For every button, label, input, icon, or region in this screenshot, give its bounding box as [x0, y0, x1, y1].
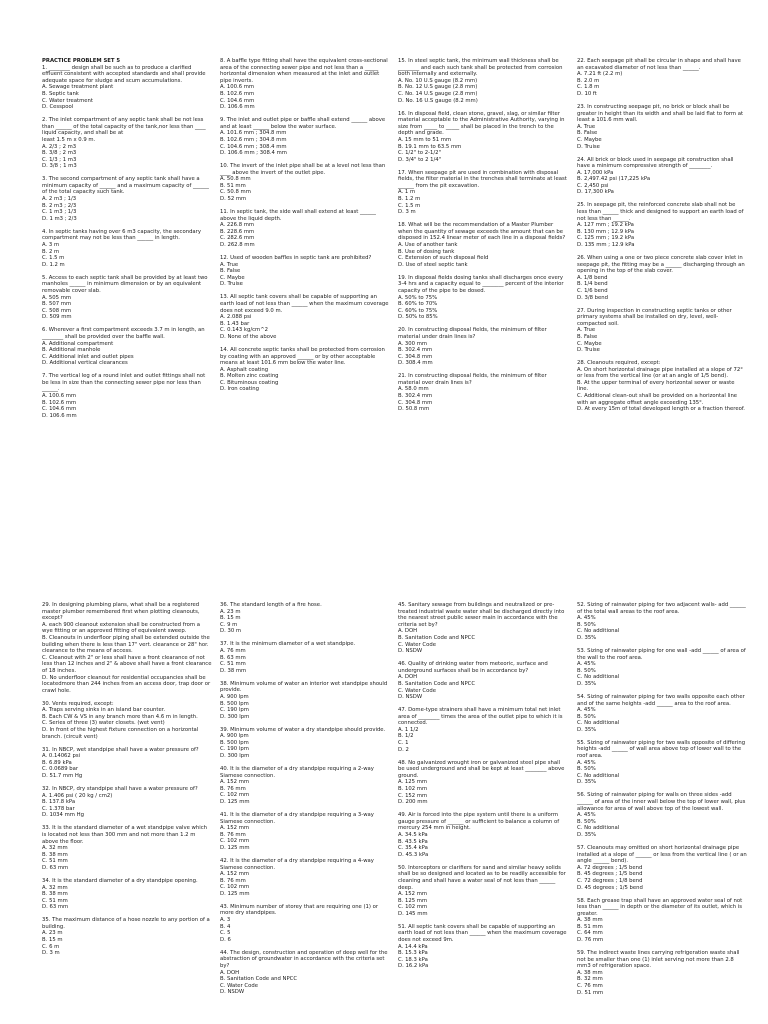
question: 54. Sizing of rainwater piping for two walls opposite each other and of the same heights -add ______ area to the roof area. A. 45% B. 50% C. No additional D. 35% [577, 693, 745, 733]
column-4 [577, 58, 747, 419]
page-bottom [0, 512, 768, 1024]
question: 15. In steel septic tank, the minimum wall thickness shall be ________ and each such tank shall be protected from corrosion both internally and externally. A. No. 10 U.S gauge (8.2 mm) B. No. 12 U.S gauge (2.8 mm) C. No. 14 U.S gauge (2.8 mm) D. No. 16 U.S gauge (8.2 mm) [398, 58, 563, 104]
question: 48. No galvanized wrought iron or galvanized steel pipe shall be used underground and shall be kept at least ________ above ground. A. 125 mm B. 102 mm C. 152 mm D. 200 mm [398, 759, 565, 806]
question: 13. All septic tank covers shall be capable of supporting an earth load of not less than ______ when the maximum coverage does not exceed 9.0 m. A. 2.088 psi B. 1.43 bar C. 0.143 kg/cm^2 D. None of the above [220, 294, 389, 340]
question: 22. Each seepage pit shall be circular in shape and shall have an excavated diameter of not less than ______. A. 7.21 ft (2.2 m) B. 2.0 m C. 1.8 m D. 10 ft [577, 58, 741, 97]
question: 12. Used of wooden baffles in septic tank are prohibited? A. True B. False C. Maybe D. Truise [220, 255, 372, 288]
question: 8. A baffle type fitting shall have the equivalent cross-sectional area of the connecting sewer pipe and not less than a _____ horizontal dimension when measured at the inlet and outlet pipe inverts. A. 100.6 mm B. 102.6 mm C. 104.6 mm D. 106.6 mm [220, 58, 388, 111]
column-6 [220, 602, 390, 1002]
column-4-questions [577, 58, 747, 413]
question: 55. Sizing of rainwater piping for two walls opposite of differing heights -add ______ of wall area above top of lower wall to the roof area. A. 45% B. 50% C. No additional D. 35% [577, 739, 746, 786]
question: 21. In constructing disposal fields, the minimum of filter material over drain lines is? A. 58.0 mm B. 302.4 mm C. 304.8 mm D. 50.8 mm [398, 373, 547, 413]
question: 34. It is the standard diameter of a dry standpipe opening. A. 32 mm B. 38 mm C. 51 mm D. 63 mm [42, 877, 198, 911]
question: 49. Air is forced into the pipe system until there is a uniform gauge pressure of ______ or sufficient to balance a column of mercury 254 mm in height. A. 34.5 kPa B. 43.5 kPa C. 35.4 kPa D. 45.3 kPa [398, 812, 560, 858]
question: 20. In constructing disposal fields, the minimum of filter material under drain lines is? A. 300 mm B. 302.4 mm C. 304.8 mm D. 308.4 mm [398, 327, 547, 367]
question: 23. In constructing seepage pit, no brick or block shall be greater in height than its width and shall be laid flat to form at least a 101.6 mm wall. A. True B. False C. Maybe D. Truise [577, 103, 744, 150]
question: 53. Sizing of rainwater piping for one wall -add ______ of area of the wall to the roof area. A. 45% B. 50% C. No additional D. 35% [577, 647, 746, 687]
question: 59. The indirect waste lines carrying refrigeration waste shall not be smaller than one (1) inlet serving not more than 2.8 mm3 of refrigeration space. A. 38 mm B. 32 mm C. 76 mm D. 51 mm [577, 950, 740, 996]
question: 58. Each grease trap shall have an approved water seal of not less than ______ in depth or the diameter of its outlet, which is greater. A. 38 mm B. 51 mm C. 64 mm D. 76 mm [577, 897, 743, 944]
question: 27. During inspection in constructing septic tanks or other primary systems shall be installed on dry, level, well-compacted soil. A. True B. False C. Maybe D. Truise [577, 307, 732, 354]
column-2-questions [220, 58, 390, 393]
question: 45. Sanitary sewage from buildings and neutralized or pre-treated industrial waste water shall be discharged directly into the nearest street public sewer main in accordance with the criteria set by? A. DOH B. Sanitation Code and NPCC C. Water Code D. NSDW [398, 602, 565, 655]
column-7-questions [398, 602, 568, 970]
question: 25. In seepage pit, the reinforced concrete slab shall not be less than ______ thick and designed to support an earth load of not less than ______. A. 127 mm ; 19.2 kPa B. 130 mm ; 12.9 kPa C. 125 mm ; 19.2 kPa D. 135 mm ; 12.9 kPa [577, 202, 744, 249]
question: 44. The design, construction and operation of deep well for the abstraction of groundwater in accordance with the criteria set by? A. DOH B. Sanitation Code and NPCC C. Water Code D. NSDW [220, 949, 388, 996]
question: 5. Access to each septic tank shall be provided by at least two manholes ______ in minimum dimension or by an equivalent removable cover slab. A. 505 mm B. 507 mm C. 508 mm D. 509 mm [42, 274, 208, 321]
question: 24. All brick or block used in seepage pit construction shall have a minimum compressive strength of ________. A. 17,000 kPa B. 2,497.42 psi (17,225 kPa C. 2,450 psi D. 17,300 kPa [577, 156, 734, 196]
question: 26. When using a one or two piece concrete slab cover inlet in seepage pit, the fitting may be a ______ discharging through an opening in the top of the slab cover. A. 1/8 bend B. 1/4 bend C. 1/6 bend D. 3/8 bend [577, 255, 745, 301]
question: 18. What will be the recommendation of a Master Plumber when the quantity of sewage exceeds the amount that can be disposed in 152.4 linear meter of each line in a disposal fields? A. Use of another tank B. Use of dosing tank C. Extension of such disposal field D. Use of steel septic tank [398, 222, 566, 268]
question: 14. All concrete septic tanks shall be protected from corrosion by coating with an approved ______ or by other acceptable means at least 101.6 mm below the water line. A. Asphalt coating B. Molten zinc coating C. Bituminous coating D. Iron coating [220, 346, 385, 393]
question: 37. It is the minimum diameter of a wet standpipe. A. 76 mm B. 63 mm C. 51 mm D. 38 mm [220, 641, 356, 674]
question: 4. In septic tanks having over 6 m3 capacity, the secondary compartment may not be less than ______ in length. A. 3 m B. 2 m C. 1.5 m D. 1.2 m [42, 228, 201, 268]
question: 11. In septic tank, the side wall shall extend at least ______ above the liquid depth. A. 226.8 mm B. 228.6 mm C. 282.6 mm D. 262.8 mm [220, 209, 376, 249]
question: 19. In disposal fields dosing tanks shall discharges once every 3-4 hrs and a capacity equal to ________ percent of the interior capacity of the pipe to be dosed. A. 50% to 75% B. 60% to 70% C. 60% to 75% D. 50% to 85% [398, 274, 564, 321]
column-1-questions [42, 65, 212, 420]
question: 6. Wherever a first compartment exceeds 3.7 m in length, an ________ shall be provided over the baffle wall. A. Additional compartment B. Additional manhole C. Additional inlet and outlet pipes D. Additional vertical clearances [42, 327, 205, 367]
question: 43. Minimum number of storey that are requiring one (1) or more dry standpipes. A. 3 B. 4 C. 5 D. 6 [220, 903, 379, 943]
question: 52. Sizing of rainwater piping for two adjacent walls- add ______ of the total wall areas to the roof area. A. 45% B. 50% C. No additional D. 35% [577, 602, 746, 641]
question: 32. In NBCP, dry standpipe shall have a water pressure of? A. 1.406 psi ( 20 kg / cm2) B. 137.8 kPa C. 1.378 bar D. 1034 mm Hg [42, 786, 198, 819]
column-5-questions [42, 602, 212, 957]
column-3-questions [398, 58, 568, 413]
question: 33. It is the standard diameter of a wet standpipe valve which is located not less than 300 mm and not more than 1.2 m above the floor. A. 32 mm B. 38 mm C. 51 mm D. 63 mm [42, 825, 207, 871]
column-7 [398, 602, 568, 976]
column-3 [398, 58, 568, 419]
question: 29. In designing plumbing plans, what shall be a registered master plumber remembered first when plotting cleanouts, except? A. each 900 cleanout extension shall be constructed from a wye fitting or an approved fitting of equivalent sweep. B. Cleanouts in underfloor piping shall be extended outside the building when there is less than 17" vert. clearance or 28" hor. clearance to the means of access. C. Cleanout with 2" or less shall have a front clearance of not less than 12 inches and 2" & above shall have a front clearance of 18 inches. D. No underfloor cleanout for residential occupancies shall be locatedmore than 244 inches from an access door, trap door or crawl hole. [42, 602, 212, 694]
question: 50. Interceptors or clarifiers for sand and similar heavy solids shall be so designed and located as to be readily accessible for cleaning and shall have a water seal of not less than ______ deep. A. 152 mm B. 125 mm C. 102 mm D. 145 mm [398, 864, 566, 917]
column-5 [42, 602, 212, 963]
question: 36. The standard length of a fire hose. A. 23 m B. 15 m C. 9 m D. 30 m [220, 602, 322, 635]
question: 39. Minimum volume of water a dry standpipe should provide. A. 900 lpm B. 500 lpm C. 190 lpm D. 300 lpm [220, 726, 386, 760]
question: 41. It is the diameter of a dry standpipe requiring a 3-way Siamese connection. A. 152 mm B. 76 mm C. 102 mm D. 125 mm [220, 811, 374, 851]
question: 16. In disposal field, clean stone, gravel, slag, or similar filter material acceptable to the Administrative Authority, varying in size from _____ to _____ shall be placed in the trench to the depth and grade. A. 15 mm to 51 mm B. 19.1 mm to 63.5 mm C. 1/2" to 2-1/2" D. 3/4" to 2 1/4" [398, 110, 565, 163]
question: 30. Vents required, except: A. Traps serving sinks in an island bar counter. B. Each CW & VS in any branch more than 4.6 m in length. C. Series of three (3) water closets. (wet vent) D. In front of the highest fixture connection on a horizontal branch. (circuit vent) [42, 700, 199, 740]
question: 2. The inlet compartment of any septic tank shall be not less than ______ of the total capacity of the tank,nor less than ____ liquid capacity, and shall be at least 1.5 m x 0.9 m. A. 2/3 ; 2 m3 B. 3/8 ; 2 m3 C. 1/3 ; 1 m3 D. 3/8 ; 1 m3 [42, 117, 206, 170]
column-8 [577, 602, 747, 1003]
column-2 [220, 58, 390, 399]
question: 40. It is the diameter of a dry standpipe requiring a 2-way Siamese connection. A. 152 mm B. 76 mm C. 102 mm D. 125 mm [220, 766, 374, 805]
question: 17. When seepage pit are used in combination with disposal fields, the filter material in the trenches shall terminate at least ______ from the pit excavation. A. 1 m B. 1.2 m C. 1.5 m D. 3 m [398, 169, 567, 216]
question: 35. The maximum distance of a hose nozzle to any portion of a building. A. 23 m B. 15 m C. 6 m D. 3 m [42, 917, 210, 957]
question: 51. All septic tank covers shall be capable of supporting an earth load of not less than ______ when the maximum coverage does not exceed 9m. A. 14.4 kPa B. 15.3 kPa C. 18.3 kPa D. 16.2 kPa [398, 923, 567, 970]
question: 10. The invert of the inlet pipe shall be at a level not less than ____ above the invert of the outlet pipe. A. 50.8 mm B. 51 mm C. 50.8 mm D. 52 mm [220, 163, 386, 203]
column-1 [42, 58, 212, 426]
column-6-questions [220, 602, 390, 996]
question: 28. Cleanouts required, except: A. On short horizontal drainage pipe installed at a slope of 72° or less from the vertical line (or at an angle of 1/5 bend). B. At the upper terminal of every horizontal sewer or waste line. C. Additional clean-out shall be provided on a horizontal line with an aggregate offset angle exceeding 135°. D. At every 15m of total developed length or a fraction thereof. [577, 360, 745, 413]
column-8-questions [577, 602, 747, 996]
question: 46. Quality of drinking water from meteoric, surface and underground surfaces shall be in accordance by? A. DOH B. Sanitation Code and NPCC C. Water Code D. NSDW [398, 661, 548, 701]
question: 31. In NBCP, wet standpipe shall have a water pressure of? A. 0.14062 psi B. 6.89 kPa C. 0.0689 bar D. 51.7 mm Hg [42, 746, 199, 780]
question: 9. The inlet and outlet pipe or baffle shall extend ______ above and at least ______ below the water surface. A. 101.6 mm ; 304.8 mm B. 102.6 mm ; 304.8 mm C. 104.6 mm ; 308.4 mm D. 106.6 mm ; 308.4 mm [220, 117, 386, 157]
question: 42. It is the diameter of a dry standpipe requiring a 4-way Siamese connection. A. 152 mm B. 76 mm C. 102 mm D. 125 mm [220, 857, 374, 897]
question: 47. Dome-type strainers shall have a minimum total net inlet area of ________ times the area of the outlet pipe to which it is connected. A. 1 1/2 B. 1/2 C. 1 D. 2 [398, 707, 563, 753]
page-title: PRACTICE PROBLEM SET 5 [42, 58, 121, 64]
question: 7. The vertical leg of a round inlet and outlet fittings shall not be less in size than the connecting sewer pipe nor less than ______. A. 100.6 mm B. 102.6 mm C. 104.6 mm D. 106.6 mm [42, 373, 206, 419]
question: 38. Minimum volume of water an interior wet standpipe should provide. A. 900 lpm B. 500 lpm C. 190 lpm D. 300 lpm [220, 680, 388, 720]
question: 57. Cleanouts may omitted on short horizontal drainage pipe installed at a slope of ______ or less from the vertical line ( or an angle ______ bend). A. 72 degrees ; 1/5 bend B. 45 degrees ; 1/5 bend C. 72 degrees ; 1/8 bend D. 45 degrees ; 1/5 bend [577, 844, 747, 891]
question: 1. ________ design shall be such as to produce a clarified effluent consistent with accepted standards and shall provide adequate space for sludge and scum accumulations. A. Sewage treatment plant B. Septic tank C. Water treatment D. Cesspool [42, 64, 206, 111]
question: 56. Sizing of rainwater piping for walls on three sides -add ______ of area of the inner wall below the top of lower wall, plus allowance for area of wall above top of the lowest wall. A. 45% B. 50% C. No additional D. 35% [577, 792, 746, 838]
question: 3. The second compartment of any septic tank shall have a minimum capacity of ______ and a maximum capacity of ______ of the total capacity such tank. A. 2 m3 ; 1/3 B. 2 m3 ; 2/3 C. 1 m3 ; 1/3 D. 1 m3 ; 2/3 [42, 176, 209, 222]
